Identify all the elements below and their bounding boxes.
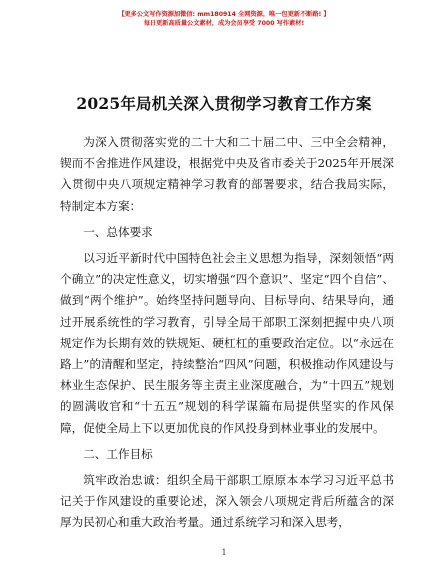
section-heading-work-goals: 二、工作目标 [83,446,153,461]
section-paragraph-general-requirements: 以习近平新时代中国特色社会主义思想为指导，深刻领悟“两个确立”的决定性意义，切实增强“四个意识”、坚定“四个自信”、做到“两个维护”。始终坚持问题导向、目标导向、结果导向，通过开展系统性的学习教育，引导全局干部职工深刻把握中央八项规定作为长期有效的铁规矩、硬杠杠的重要政治定位。以“永远在路上”的清醒和坚定，持续整治“四风”问题，积极推动作风建设与林业生态保护、民生服务等主责主业深度融合，为“十四五”规划的圆满收官和“十五五”规划的科学谋篇布局提供坚实的作风保障，促使全局上下以更加优良的作风投身到林业事业的发展中。 [60,251,394,435]
page-number: 1 [221,548,227,557]
intro-paragraph: 为深入贯彻落实党的二十大和二十届二中、三中全会精神，锲而不舍推进作风建设，根据党中央及省市委关于2025年开展深入贯彻中央八项规定精神学习教育的部署要求，结合我局实际，特制定本方案： [60,135,394,213]
section-paragraph-work-goals: 筑牢政治忠诚：组织全局干部职工原原本本学习习近平总书记关于作风建设的重要论述，深入领会八项规定背后所蕴含的深厚为民初心和重大政治考量。通过系统学习和深入思考， [60,473,394,530]
promo-banner-line2: 每日更新高质量公文素材，成为会员享受 7000 写作素材! [143,20,305,27]
document-title: 2025年局机关深入贯彻学习教育工作方案 [76,94,372,113]
promo-banner [0,10,448,28]
section-heading-general-requirements: 一、总体要求 [83,224,153,239]
document-body [60,132,394,534]
promo-banner-line1: 【更多公文写作资源加微信: mm180914 全网资源，唯一包更新不断路! 】 [118,11,330,18]
